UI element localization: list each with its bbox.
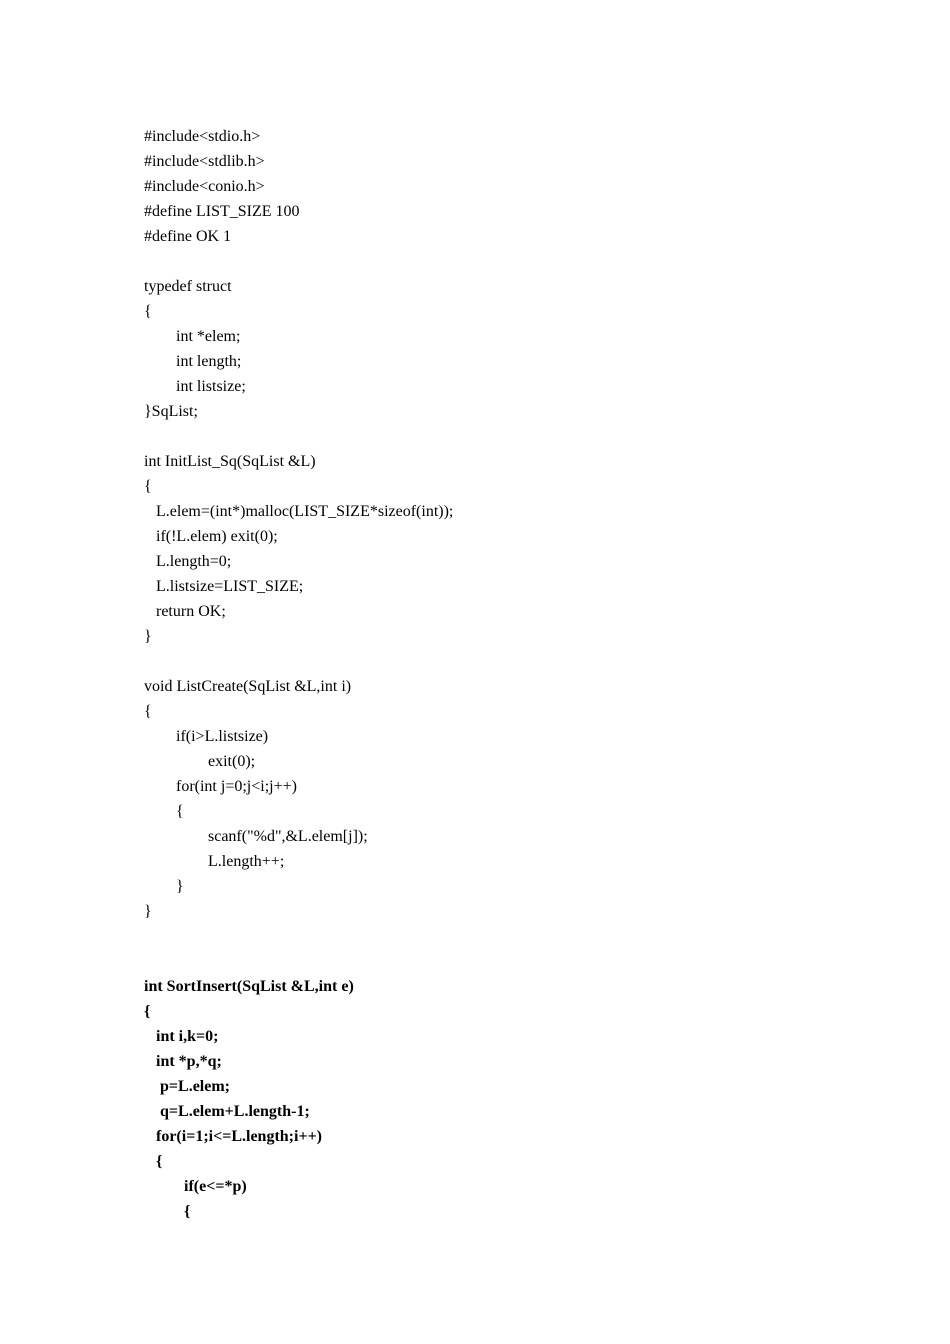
code-line: { — [144, 1153, 163, 1170]
code-line: int *elem; — [144, 328, 241, 345]
code-line: p=L.elem; — [144, 1078, 230, 1095]
code-line: int *p,*q; — [144, 1053, 222, 1070]
code-line: { — [144, 1203, 191, 1220]
code-line: int InitList_Sq(SqList &L) — [144, 453, 316, 470]
code-line: { — [144, 303, 152, 320]
code-line: q=L.elem+L.length-1; — [144, 1103, 310, 1120]
code-block — [144, 124, 904, 1224]
code-line: int listsize; — [144, 378, 246, 395]
code-line: } — [144, 878, 184, 895]
code-line: for(int j=0;j<i;j++) — [144, 778, 297, 795]
code-line: #include<stdlib.h> — [144, 153, 265, 170]
code-line: return OK; — [144, 603, 226, 620]
code-line: } — [144, 628, 152, 645]
code-line: L.length=0; — [144, 553, 232, 570]
code-line: void ListCreate(SqList &L,int i) — [144, 678, 352, 695]
code-line: for(i=1;i<=L.length;i++) — [144, 1128, 323, 1145]
code-line: scanf("%d",&L.elem[j]); — [144, 828, 368, 845]
code-line: int i,k=0; — [144, 1028, 219, 1045]
code-line: { — [144, 478, 152, 495]
code-line: typedef struct — [144, 278, 232, 295]
code-line: int SortInsert(SqList &L,int e) — [144, 978, 354, 995]
code-line: L.elem=(int*)malloc(LIST_SIZE*sizeof(int)); — [144, 503, 454, 520]
code-line: exit(0); — [144, 753, 256, 770]
code-line: if(i>L.listsize) — [144, 728, 269, 745]
code-line: }SqList; — [144, 403, 198, 420]
code-line: } — [144, 903, 152, 920]
code-line: if(!L.elem) exit(0); — [144, 528, 278, 545]
code-line: if(e<=*p) — [144, 1178, 247, 1195]
code-line: { — [144, 1003, 151, 1020]
code-line — [144, 924, 904, 949]
code-line — [144, 949, 904, 974]
code-line — [144, 424, 904, 449]
code-line: { — [144, 803, 184, 820]
code-line — [144, 249, 904, 274]
code-line — [144, 649, 904, 674]
code-line: #include<stdio.h> — [144, 128, 261, 145]
code-line: L.length++; — [144, 853, 285, 870]
code-line: L.listsize=LIST_SIZE; — [144, 578, 304, 595]
code-line: #include<conio.h> — [144, 178, 265, 195]
code-line: int length; — [144, 353, 242, 370]
code-line: #define OK 1 — [144, 228, 232, 245]
code-line: #define LIST_SIZE 100 — [144, 203, 300, 220]
code-line: { — [144, 703, 152, 720]
